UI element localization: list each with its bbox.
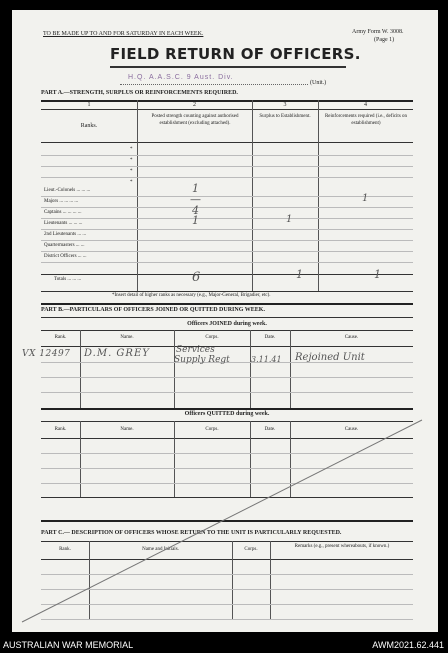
rank-label: Lieutenants ... ... ...: [44, 221, 83, 226]
form-page: [12, 10, 438, 632]
posted-captains: 4: [192, 204, 199, 217]
col-number-2: 2: [193, 102, 196, 108]
blank-row-mark: *: [130, 180, 133, 185]
joined-officer-name: D.M. GREY: [84, 348, 150, 359]
reinforcements-header: Reinforcements required (i.e., deficits on establishment): [324, 114, 408, 126]
joined-officer-cause: Rejoined Unit: [295, 352, 365, 363]
cancellation-line: [12, 10, 438, 632]
unit-stamp: H.Q. A.A.S.C. 9 Aust. Div.: [128, 74, 234, 81]
joined-col-rank: Rank.: [54, 335, 67, 340]
totals-posted: 6: [192, 270, 201, 285]
blank-row-mark: *: [130, 147, 133, 152]
quitted-col-corps: Corps.: [205, 427, 219, 432]
joined-officer-date: 3.11.41: [251, 355, 282, 364]
rank-label: Lieut.-Colonels ... ... ...: [44, 188, 91, 193]
ranks-header: Ranks.: [80, 123, 98, 129]
part-c-col-rank: Rank.: [59, 547, 71, 552]
joined-col-name: Name.: [120, 335, 134, 340]
footer-accession-number: AWM2021.62.441: [372, 640, 444, 650]
joined-officer-corps-1: Services: [176, 345, 215, 355]
quitted-col-name: Name.: [120, 427, 134, 432]
instruction-text: TO BE MADE UP TO AND FOR SATURDAY IN EACH WEEK.: [43, 31, 204, 37]
part-a-footnote: *Insert detail of higher ranks as necessary (e.g., Major-General, Brigadier, etc).: [112, 293, 271, 298]
surplus-header: Surplus to Establishment.: [259, 114, 311, 119]
part-c-col-name: Name and Initials.: [142, 547, 179, 552]
quitted-title: Officers QUITTED during week.: [184, 411, 270, 417]
page-title: FIELD RETURN OF OFFICERS.: [110, 45, 361, 63]
joined-col-cause: Cause.: [344, 335, 359, 340]
posted-lt-col: 1: [192, 182, 199, 195]
footer-institution: AUSTRALIAN WAR MEMORIAL: [3, 640, 134, 650]
col-number-1: 1: [87, 102, 91, 108]
page-number: (Page 1): [374, 37, 395, 43]
col-number-4: 4: [364, 102, 367, 108]
joined-col-date: Date.: [264, 335, 276, 340]
joined-officer-corps-2: Supply Regt: [174, 355, 230, 365]
surplus-lieutenants: 1: [286, 214, 293, 225]
form-number: Army Form W. 3008.: [352, 29, 404, 35]
posted-header: Posted strength counting against authorised establishment (excluding attached).: [151, 114, 239, 126]
totals-reinforcements: 1: [374, 268, 381, 281]
joined-title: Officers JOINED during week.: [187, 321, 267, 327]
rank-label: Majors ... ... ... ...: [44, 199, 79, 204]
posted-lieutenants: 1: [192, 214, 199, 227]
blank-row-mark: *: [130, 169, 133, 174]
part-c-col-remarks: Remarks (e.g., present whereabouts, if known.): [294, 544, 390, 549]
posted-majors: —: [190, 193, 201, 206]
archive-footer: [0, 636, 448, 653]
col-number-3: 3: [283, 102, 287, 108]
rank-label: Captains ... ... ... ...: [44, 210, 82, 215]
part-c-col-corps: Corps.: [244, 547, 258, 552]
joined-officer-number: VX 12497: [22, 349, 71, 359]
reinforcements-majors: 1: [362, 193, 369, 204]
part-c-heading: PART C.— DESCRIPTION OF OFFICERS WHOSE RETURN TO THE UNIT IS PARTICULARLY REQUESTED.: [41, 530, 342, 536]
rank-label: 2nd Lieutenants ... ...: [44, 232, 87, 237]
rank-label: District Officers ... ...: [44, 254, 87, 259]
part-a-heading: PART A.—STRENGTH, SURPLUS OR REINFORCEMENTS REQUIRED.: [41, 90, 238, 96]
totals-surplus: 1: [296, 268, 303, 281]
quitted-col-rank: Rank.: [54, 427, 67, 432]
unit-label: (Unit.): [310, 80, 327, 86]
joined-col-corps: Corps.: [205, 335, 219, 340]
totals-label: Totals ... ... ...: [54, 277, 82, 282]
rank-label: Quartermasters ... ...: [44, 243, 85, 248]
quitted-col-date: Date.: [264, 427, 276, 432]
quitted-col-cause: Cause.: [344, 427, 359, 432]
blank-row-mark: *: [130, 158, 133, 163]
part-b-heading: PART B.—PARTICULARS OF OFFICERS JOINED OR QUITTED DURING WEEK.: [41, 307, 265, 313]
